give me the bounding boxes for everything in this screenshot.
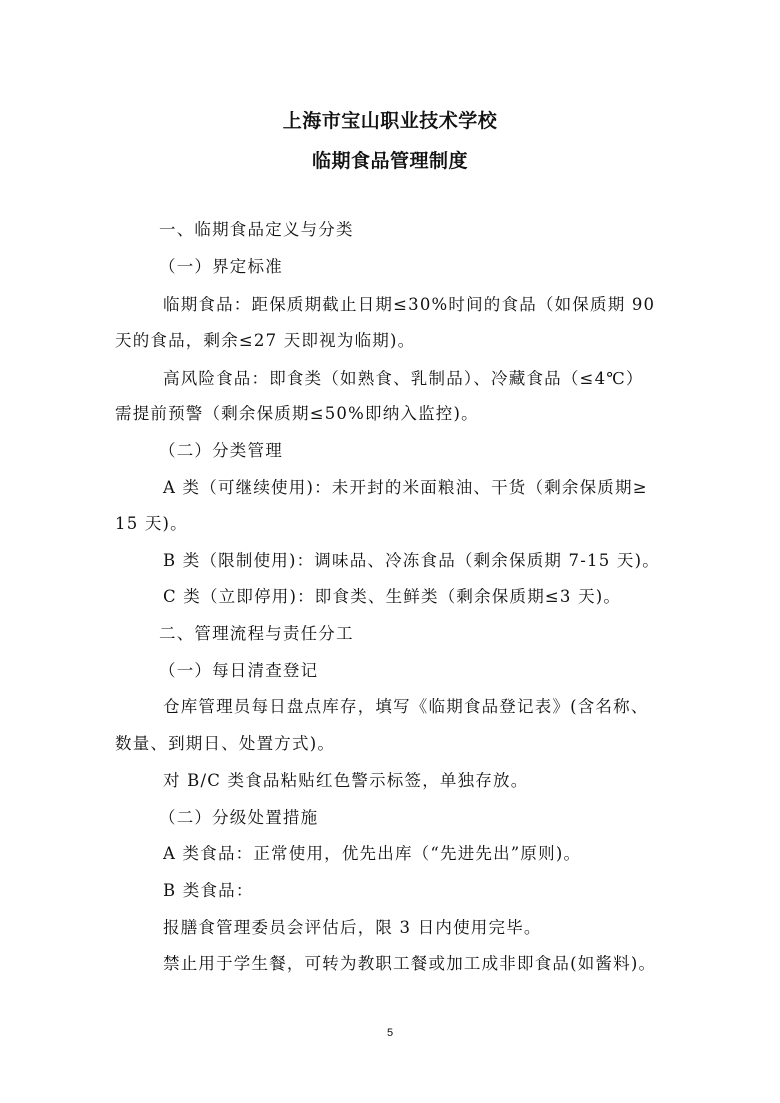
subsection-heading: （一）每日清查登记 (159, 661, 319, 680)
paragraph-line: B 类（限制使用)：调味品、冷冻食品（剩余保质期 7-15 天)。 (163, 551, 660, 570)
paragraph-line: B 类食品： (163, 881, 254, 900)
paragraph-line: A 类（可继续使用)：未开封的米面粮油、干货（剩余保质期≥ (163, 478, 648, 497)
paragraph-line: 对 B/C 类食品粘贴红色警示标签，单独存放。 (163, 771, 529, 790)
paragraph-line: 天的食品，剩余≤27 天即视为临期)。 (115, 331, 416, 350)
paragraph-line: C 类（立即停用)：即食类、生鲜类（剩余保质期≤3 天)。 (163, 587, 622, 606)
paragraph-line: 临期食品：距保质期截止日期≤30%时间的食品（如保质期 90 (163, 295, 656, 314)
subsection-heading: （一）界定标准 (159, 257, 283, 276)
paragraph-line: 15 天)。 (115, 514, 188, 533)
paragraph-line: 仓库管理员每日盘点库存，填写《临期食品登记表》(含名称、 (163, 697, 649, 716)
document-title: 临期食品管理制度 (311, 150, 468, 172)
school-title: 上海市宝山职业技术学校 (282, 110, 498, 132)
paragraph-line: 需提前预警（剩余保质期≤50%即纳入监控)。 (115, 404, 479, 423)
paragraph-line: 数量、到期日、处置方式)。 (115, 734, 336, 753)
section-heading-2: 二、管理流程与责任分工 (159, 624, 354, 643)
paragraph-line: 高风险食品：即食类（如熟食、乳制品）、冷藏食品（≤4℃） (163, 369, 644, 388)
page-number: 5 (386, 1027, 394, 1039)
subsection-heading: （二）分级处置措施 (159, 808, 319, 827)
subsection-heading: （二）分类管理 (159, 441, 283, 460)
paragraph-line: A 类食品：正常使用，优先出库（“先进先出”原则)。 (163, 844, 582, 863)
section-heading-1: 一、临期食品定义与分类 (159, 220, 354, 239)
paragraph-line: 禁止用于学生餐，可转为教职工餐或加工成非即食品(如酱料)。 (163, 954, 657, 973)
paragraph-line: 报膳食管理委员会评估后，限 3 日内使用完毕。 (163, 918, 542, 937)
